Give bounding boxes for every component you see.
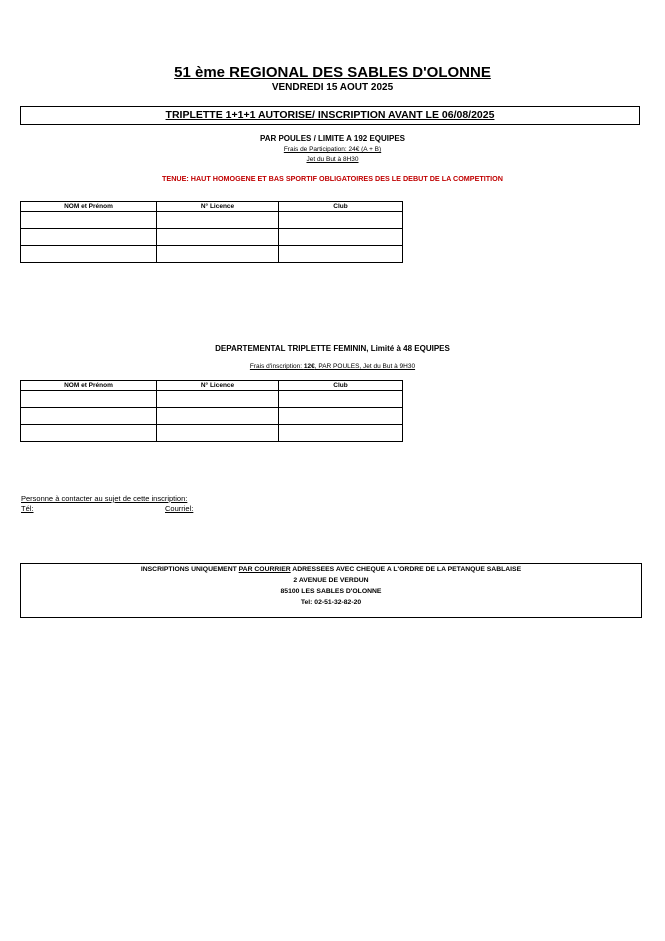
column-header-licence: N° Licence [157, 202, 279, 212]
club-cell[interactable] [279, 391, 403, 408]
table-row [21, 391, 403, 408]
dress-code-notice: TENUE: HAUT HOMOGENE ET BAS SPORTIF OBLIGATOIRES DES LE DEBUT DE LA COMPETITION [162, 174, 503, 183]
licence-cell[interactable] [157, 425, 279, 442]
mailing-suffix: ADRESSEES AVEC CHEQUE A L'ORDRE DE LA PETANQUE SABLAISE [290, 566, 522, 573]
table-row [21, 246, 403, 263]
departemental-fee [0, 363, 665, 370]
licence-cell[interactable] [157, 212, 279, 229]
name-cell[interactable] [21, 425, 157, 442]
fee-prefix: Frais d'inscription: [249, 363, 304, 370]
column-header-name: NOM et Prénom [21, 202, 157, 212]
mailing-instructions-box [20, 563, 642, 618]
name-cell[interactable] [21, 391, 157, 408]
name-cell[interactable] [21, 212, 157, 229]
column-header-licence: N° Licence [157, 381, 279, 391]
column-header-name: NOM et Prénom [21, 381, 157, 391]
regional-fee-text: Frais de Participation: 24€ (A + B) [283, 146, 382, 153]
page-title: 51 ème REGIONAL DES SABLES D'OLONNE [174, 64, 491, 81]
licence-cell[interactable] [157, 391, 279, 408]
table-row [21, 408, 403, 425]
address-line-2: 85100 LES SABLES D'OLONNE [280, 588, 382, 595]
club-cell[interactable] [279, 212, 403, 229]
licence-cell[interactable] [157, 246, 279, 263]
contact-label: Personne à contacter au sujet de cette inscription: [21, 494, 188, 503]
licence-cell[interactable] [157, 408, 279, 425]
club-cell[interactable] [279, 229, 403, 246]
name-cell[interactable] [21, 246, 157, 263]
event-date: VENDREDI 15 AOUT 2025 [271, 82, 394, 93]
club-cell[interactable] [279, 408, 403, 425]
name-cell[interactable] [21, 229, 157, 246]
contact-email-label: Courriel: [165, 504, 194, 513]
fee-suffix: , PAR POULES, Jet du But à 9H30 [314, 363, 416, 370]
mailing-line [21, 564, 641, 575]
table-row [21, 425, 403, 442]
registration-banner: TRIPLETTE 1+1+1 AUTORISE/ INSCRIPTION AVANT LE 06/08/2025 [20, 106, 640, 125]
regional-fee [0, 146, 665, 153]
departemental-heading: DEPARTEMENTAL TRIPLETTE FEMININ, Limité à 48 EQUIPES [215, 344, 450, 353]
table-row [21, 229, 403, 246]
contact-phone: Tel: 02-51-32-82-20 [300, 599, 362, 606]
column-header-club: Club [279, 202, 403, 212]
departemental-entry-table [20, 380, 403, 442]
mailing-prefix: INSCRIPTIONS UNIQUEMENT [140, 566, 239, 573]
column-header-club: Club [279, 381, 403, 391]
regional-entry-table [20, 201, 403, 263]
name-cell[interactable] [21, 408, 157, 425]
address-line-1: 2 AVENUE DE VERDUN [293, 577, 369, 584]
mailing-method: PAR COURRIER [238, 566, 291, 573]
regional-start-text: Jet du But à 8H30 [306, 156, 359, 163]
club-cell[interactable] [279, 246, 403, 263]
licence-cell[interactable] [157, 229, 279, 246]
contact-tel-label: Tél: [21, 504, 34, 513]
club-cell[interactable] [279, 425, 403, 442]
regional-start [0, 156, 665, 163]
fee-amount: 12€ [303, 363, 315, 370]
table-header-row [21, 202, 403, 212]
regional-heading: PAR POULES / LIMITE A 192 EQUIPES [259, 134, 406, 143]
table-row [21, 212, 403, 229]
table-header-row [21, 381, 403, 391]
